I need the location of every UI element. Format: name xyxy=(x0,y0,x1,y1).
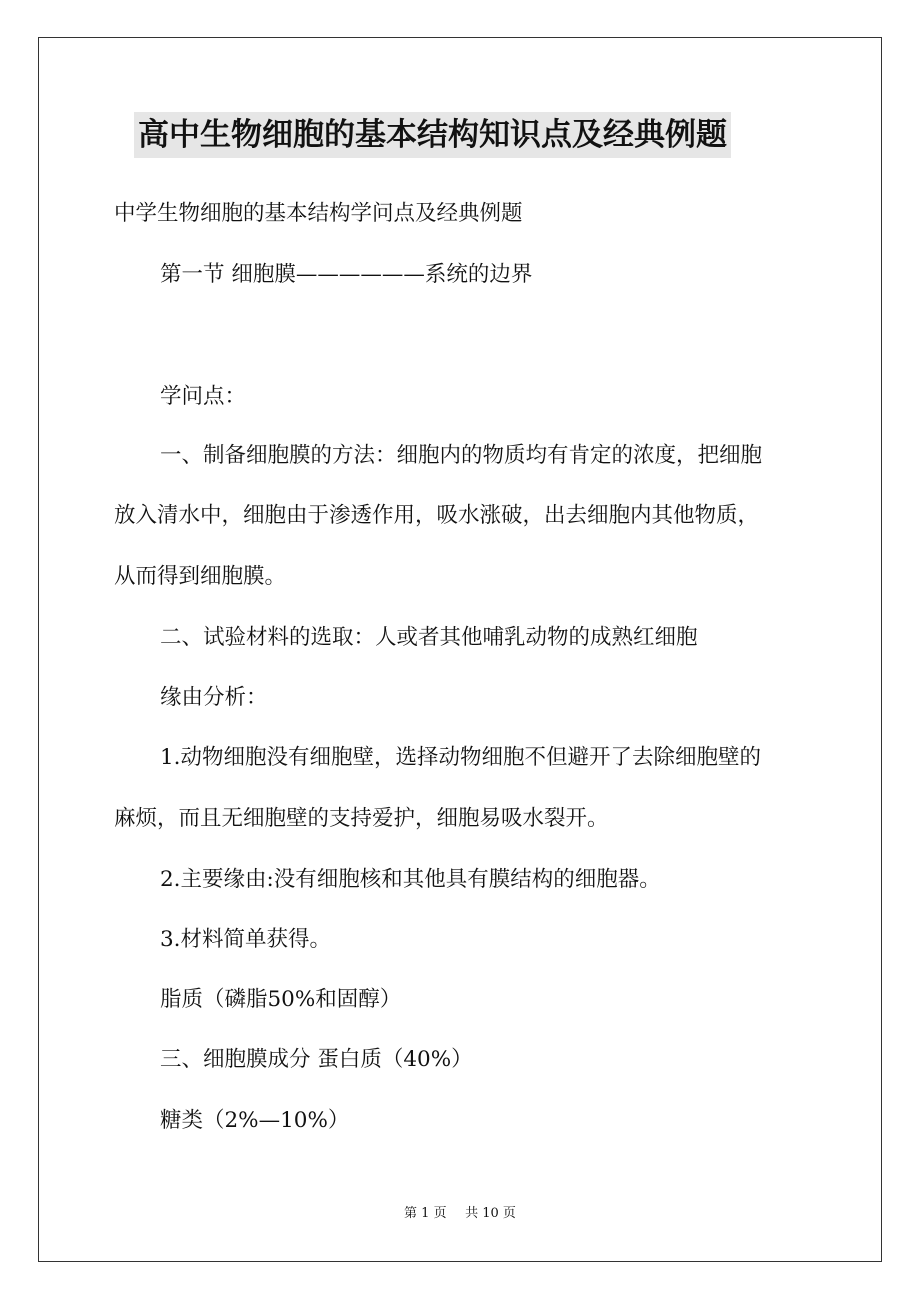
paragraph-line: 缘由分析： xyxy=(160,685,268,710)
page-total: 共 10 页 xyxy=(465,1206,516,1221)
paragraph-line: 2.主要缘由:没有细胞核和其他具有膜结构的细胞器。 xyxy=(160,867,661,892)
paragraph-line: 麻烦，而且无细胞壁的支持爱护，细胞易吸水裂开。 xyxy=(114,806,609,831)
paragraph-line: 放入清水中，细胞由于渗透作用，吸水涨破，出去细胞内其他物质， xyxy=(114,503,760,528)
paragraph-line: 糖类（2%—10%） xyxy=(160,1108,350,1133)
section-heading: 第一节 细胞膜——————系统的边界 xyxy=(160,262,533,287)
subtitle-line: 中学生物细胞的基本结构学问点及经典例题 xyxy=(114,201,523,226)
page-number: 第 1 页 xyxy=(404,1206,447,1221)
paragraph-line: 3.材料简单获得。 xyxy=(160,927,332,952)
paragraph-line: 脂质（磷脂50%和固醇） xyxy=(160,987,402,1012)
document-title: 高中生物细胞的基本结构知识点及经典例题 xyxy=(134,112,731,158)
paragraph-line: 从而得到细胞膜。 xyxy=(114,564,287,589)
paragraph-line: 一、制备细胞膜的方法：细胞内的物质均有肯定的浓度，把细胞 xyxy=(160,443,763,468)
paragraph-line: 三、细胞膜成分 蛋白质（40%） xyxy=(160,1047,473,1072)
knowledge-label: 学问点： xyxy=(160,384,247,409)
page-footer xyxy=(0,1205,920,1223)
paragraph-line: 1.动物细胞没有细胞壁，选择动物细胞不但避开了去除细胞壁的 xyxy=(160,745,762,770)
paragraph-line: 二、试验材料的选取：人或者其他哺乳动物的成熟红细胞 xyxy=(160,625,698,650)
